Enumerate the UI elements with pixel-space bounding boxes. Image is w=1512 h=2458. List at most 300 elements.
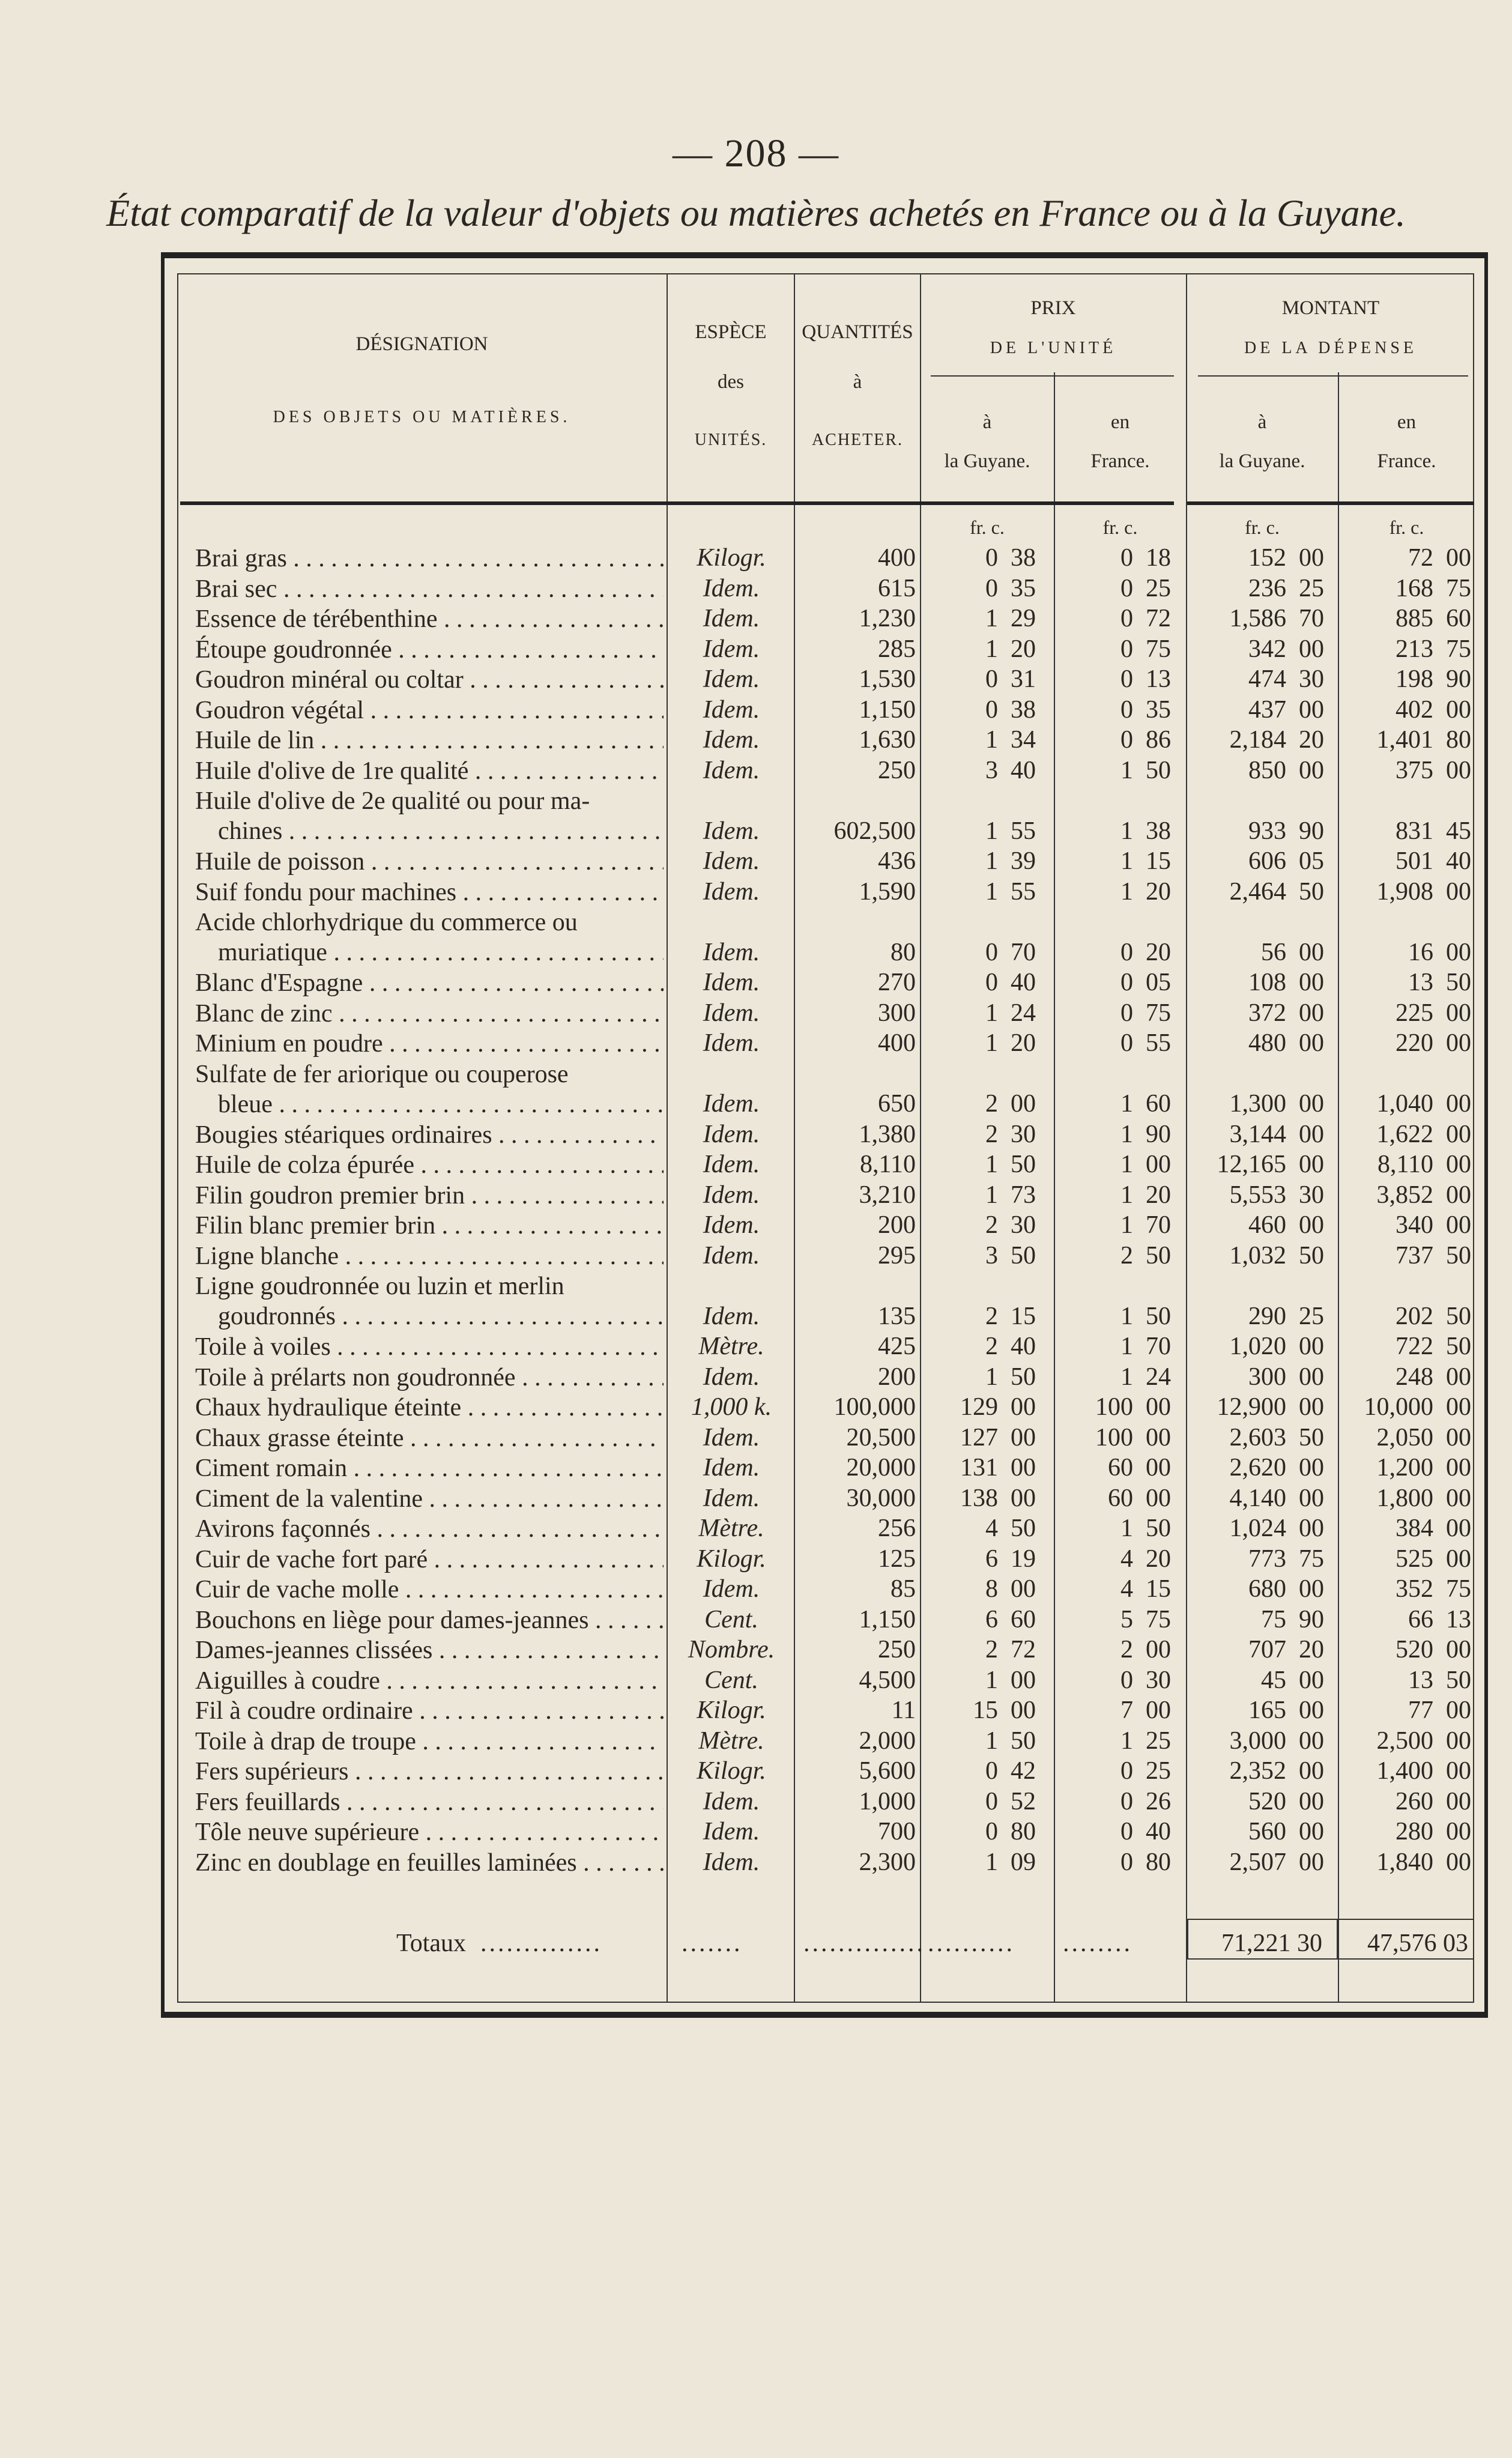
- row-designation: [195, 1393, 664, 1423]
- row-prix-france: 2 50: [1120, 1241, 1171, 1270]
- row-unit: Idem.: [703, 1423, 760, 1451]
- row-montant-guyane: 75 90: [1261, 1605, 1324, 1633]
- row-prix-guyane: 1 24: [985, 999, 1036, 1027]
- table-row: [0, 877, 1512, 908]
- totals-prix-guyane-dots: ..........: [928, 1930, 1015, 1957]
- table-row: [0, 1332, 1512, 1363]
- row-montant-guyane: 474 30: [1248, 665, 1324, 693]
- unit-label: fr. c.: [1389, 516, 1424, 538]
- row-prix-france: 0 75: [1120, 999, 1171, 1027]
- row-montant-guyane: 342 00: [1248, 635, 1324, 663]
- row-quantity: 85: [891, 1575, 916, 1603]
- row-prix-guyane: 1 39: [985, 847, 1036, 875]
- row-prix-guyane: 6 19: [985, 1545, 1036, 1573]
- row-designation: [195, 786, 664, 846]
- row-montant-guyane: 5,553 30: [1229, 1181, 1324, 1209]
- header-montant-sub: DE LA DÉPENSE: [1244, 339, 1417, 357]
- row-montant-guyane: 4,140 00: [1229, 1484, 1324, 1512]
- row-unit: Idem.: [703, 695, 760, 724]
- table-row: [0, 1575, 1512, 1605]
- row-quantity: 400: [878, 544, 916, 572]
- header-rule: [931, 375, 1174, 377]
- row-prix-guyane: 131 00: [960, 1454, 1036, 1482]
- row-prix-guyane: 0 38: [985, 544, 1036, 572]
- row-montant-france: 501 40: [1396, 847, 1471, 875]
- table-row: [0, 756, 1512, 787]
- table-row: [0, 1393, 1512, 1423]
- row-montant-france: 202 50: [1396, 1302, 1471, 1330]
- designation-text: Blanc de zinc . . .: [195, 999, 664, 1029]
- table-row: [0, 1423, 1512, 1454]
- row-quantity: 100,000: [833, 1393, 916, 1421]
- row-designation: [195, 665, 664, 695]
- row-prix-france: 0 86: [1120, 726, 1171, 754]
- row-unit: Idem.: [703, 1363, 760, 1391]
- designation-text: Toile à drap de troupe . . .: [195, 1727, 664, 1757]
- totals-label: Totaux: [396, 1930, 467, 1957]
- row-quantity: 200: [878, 1211, 916, 1239]
- header-prix-en: en: [1110, 411, 1130, 433]
- row-unit: Idem.: [703, 1151, 760, 1178]
- row-prix-france: 1 70: [1120, 1333, 1171, 1360]
- row-designation: [195, 1727, 664, 1757]
- row-prix-guyane: 1 73: [985, 1181, 1036, 1209]
- row-montant-france: 525 00: [1396, 1545, 1471, 1573]
- designation-text: Minium en poudre . . .: [195, 1029, 664, 1059]
- designation-text: Chaux hydraulique éteinte . . .: [195, 1393, 664, 1423]
- row-montant-guyane: 2,352 00: [1229, 1757, 1324, 1785]
- row-prix-france: 1 50: [1120, 1302, 1171, 1330]
- row-quantity: 295: [878, 1241, 916, 1270]
- row-montant-guyane: 56 00: [1261, 938, 1324, 966]
- row-montant-guyane: 12,165 00: [1217, 1151, 1324, 1178]
- row-prix-france: 0 75: [1120, 635, 1171, 663]
- row-unit: Idem.: [703, 726, 760, 754]
- row-montant-france: 1,401 80: [1376, 726, 1471, 754]
- row-prix-france: 0 55: [1120, 1029, 1171, 1057]
- row-montant-france: 402 00: [1396, 695, 1471, 724]
- row-quantity: 1,590: [859, 877, 916, 906]
- row-prix-france: 0 72: [1120, 605, 1171, 632]
- designation-text: Dames-jeannes clissées . . .: [195, 1635, 664, 1665]
- designation-text: Ciment romain . . .: [195, 1453, 664, 1483]
- totals-leader: ..............: [480, 1930, 602, 1957]
- row-unit: Idem.: [703, 999, 760, 1027]
- row-montant-guyane: 12,900 00: [1217, 1393, 1324, 1421]
- row-designation: [195, 1757, 664, 1787]
- row-montant-guyane: 680 00: [1248, 1575, 1324, 1603]
- row-montant-guyane: 300 00: [1248, 1363, 1324, 1391]
- table-row: [0, 847, 1512, 877]
- row-prix-france: 1 38: [1120, 817, 1171, 845]
- row-prix-guyane: 129 00: [960, 1393, 1036, 1421]
- header-montant: MONTANT: [1281, 297, 1380, 319]
- row-prix-france: 1 15: [1120, 847, 1171, 875]
- header-prix-sub: DE L'UNITÉ: [990, 339, 1117, 357]
- row-unit: Kilogr.: [697, 1757, 766, 1785]
- row-montant-guyane: 2,464 50: [1229, 877, 1324, 906]
- row-unit: 1,000 k.: [691, 1393, 772, 1421]
- row-prix-france: 0 80: [1120, 1848, 1171, 1876]
- row-montant-france: 1,400 00: [1376, 1757, 1471, 1785]
- row-designation: [195, 1332, 664, 1362]
- table-row: [0, 1029, 1512, 1059]
- row-montant-guyane: 372 00: [1248, 999, 1324, 1027]
- row-designation: [195, 1514, 664, 1544]
- row-montant-guyane: 152 00: [1248, 544, 1324, 572]
- row-prix-france: 1 60: [1120, 1090, 1171, 1118]
- row-montant-guyane: 2,507 00: [1229, 1848, 1324, 1876]
- row-montant-france: 13 50: [1408, 969, 1471, 996]
- row-montant-france: 352 75: [1396, 1575, 1471, 1603]
- row-quantity: 256: [878, 1515, 916, 1542]
- row-montant-guyane: 437 00: [1248, 695, 1324, 724]
- row-prix-france: 0 25: [1120, 1757, 1171, 1785]
- header-prix-france: France.: [1090, 450, 1150, 472]
- row-designation: [195, 968, 664, 998]
- header-rule: [1198, 375, 1468, 377]
- table-row: [0, 1817, 1512, 1848]
- row-designation: [195, 1150, 664, 1180]
- row-montant-france: 213 75: [1396, 635, 1471, 663]
- designation-text: Ligne goudronnée ou luzin et merlin: [195, 1273, 564, 1300]
- row-prix-guyane: 4 50: [985, 1515, 1036, 1542]
- designation-text: Sulfate de fer ariorique ou couperose: [195, 1060, 569, 1088]
- designation-text: Zinc en doublage en feuilles laminées . . .: [195, 1848, 664, 1878]
- table-row: [0, 1059, 1512, 1120]
- row-montant-france: 1,622 00: [1376, 1120, 1471, 1148]
- row-designation: [195, 1575, 664, 1605]
- row-designation: [195, 999, 664, 1029]
- row-prix-france: 0 13: [1120, 665, 1171, 693]
- row-prix-france: 1 00: [1120, 1151, 1171, 1178]
- row-prix-guyane: 0 70: [985, 938, 1036, 966]
- table-row: [0, 1757, 1512, 1787]
- totals-montant-france: 47,576 03: [1367, 1930, 1468, 1957]
- table-row: [0, 786, 1512, 847]
- row-montant-france: 220 00: [1396, 1029, 1471, 1057]
- row-prix-guyane: 1 50: [985, 1727, 1036, 1755]
- row-quantity: 80: [891, 938, 916, 966]
- row-designation: [195, 695, 664, 725]
- table-row: [0, 1635, 1512, 1666]
- row-quantity: 250: [878, 756, 916, 784]
- row-montant-guyane: 1,300 00: [1229, 1090, 1324, 1118]
- table-row: [0, 1787, 1512, 1818]
- designation-text: muriatique . . .: [195, 937, 664, 967]
- row-unit: Idem.: [703, 877, 760, 906]
- row-quantity: 1,530: [859, 665, 916, 693]
- row-prix-france: 1 20: [1120, 1181, 1171, 1209]
- table-row: [0, 907, 1512, 968]
- row-unit: Idem.: [703, 1211, 760, 1239]
- row-prix-france: 0 05: [1120, 969, 1171, 996]
- designation-text: Fers supérieurs . . .: [195, 1757, 664, 1787]
- row-designation: [195, 1120, 664, 1150]
- row-montant-france: 1,200 00: [1376, 1454, 1471, 1482]
- row-montant-france: 8,110 00: [1377, 1151, 1471, 1178]
- designation-text: Chaux grasse éteinte . . .: [195, 1423, 664, 1453]
- unit-label: fr. c.: [970, 516, 1005, 538]
- row-quantity: 5,600: [859, 1757, 916, 1785]
- row-montant-france: 16 00: [1408, 938, 1471, 966]
- table-row: [0, 1696, 1512, 1727]
- header-quantites-a: à: [853, 371, 862, 393]
- row-designation: [195, 1545, 664, 1575]
- table-row: [0, 574, 1512, 605]
- row-designation: [195, 574, 664, 604]
- row-designation: [195, 604, 664, 634]
- table-row: [0, 1150, 1512, 1181]
- row-montant-france: 77 00: [1408, 1697, 1471, 1724]
- designation-text: Brai sec . . .: [195, 574, 664, 604]
- row-prix-france: 0 25: [1120, 574, 1171, 602]
- header-prix: PRIX: [1030, 297, 1076, 319]
- row-montant-guyane: 460 00: [1248, 1211, 1324, 1239]
- row-montant-france: 1,040 00: [1376, 1090, 1471, 1118]
- row-montant-guyane: 108 00: [1248, 969, 1324, 996]
- row-prix-guyane: 2 72: [985, 1636, 1036, 1663]
- row-prix-france: 0 20: [1120, 938, 1171, 966]
- row-designation: [195, 1241, 664, 1271]
- row-prix-france: 2 00: [1120, 1636, 1171, 1663]
- row-prix-guyane: 2 00: [985, 1090, 1036, 1118]
- row-unit: Kilogr.: [697, 544, 766, 572]
- row-designation: [195, 1423, 664, 1453]
- row-prix-guyane: 2 30: [985, 1120, 1036, 1148]
- row-prix-france: 0 40: [1120, 1818, 1171, 1845]
- row-quantity: 11: [891, 1697, 916, 1724]
- row-montant-guyane: 707 20: [1248, 1636, 1324, 1663]
- row-designation: [195, 907, 664, 967]
- designation-text: goudronnés . . .: [195, 1301, 664, 1331]
- row-quantity: 1,000: [859, 1787, 916, 1815]
- row-designation: [195, 1363, 664, 1393]
- row-designation: [195, 847, 664, 877]
- row-quantity: 270: [878, 969, 916, 996]
- row-quantity: 425: [878, 1333, 916, 1360]
- row-prix-france: 60 00: [1108, 1484, 1171, 1512]
- row-montant-guyane: 606 05: [1248, 847, 1324, 875]
- row-unit: Idem.: [703, 574, 760, 602]
- row-prix-guyane: 15 00: [973, 1697, 1036, 1724]
- designation-text: Blanc d'Espagne . . .: [195, 968, 664, 998]
- row-designation: [195, 1453, 664, 1483]
- totals-montant-guyane: 71,221 30: [1221, 1930, 1322, 1957]
- table-row: [0, 1363, 1512, 1393]
- row-montant-guyane: 1,020 00: [1229, 1333, 1324, 1360]
- row-designation: [195, 1635, 664, 1665]
- row-unit: Idem.: [703, 969, 760, 996]
- header-underline: [1187, 501, 1474, 505]
- row-montant-france: 280 00: [1396, 1818, 1471, 1845]
- designation-text: Essence de térébenthine . . .: [195, 604, 664, 634]
- row-unit: Idem.: [703, 1120, 760, 1148]
- row-prix-france: 1 20: [1120, 877, 1171, 906]
- row-unit: Idem.: [703, 1029, 760, 1057]
- row-prix-guyane: 2 30: [985, 1211, 1036, 1239]
- designation-text: Bouchons en liège pour dames-jeannes . . .: [195, 1605, 664, 1635]
- row-montant-guyane: 2,603 50: [1229, 1423, 1324, 1451]
- row-unit: Idem.: [703, 817, 760, 845]
- table-row: [0, 1484, 1512, 1515]
- row-prix-guyane: 138 00: [960, 1484, 1036, 1512]
- table-row: [0, 1848, 1512, 1878]
- row-unit: Kilogr.: [697, 1697, 766, 1724]
- designation-text: Filin blanc premier brin . . .: [195, 1211, 664, 1241]
- designation-text: Huile de lin . . .: [195, 725, 664, 755]
- row-quantity: 20,000: [846, 1454, 916, 1482]
- page-title: État comparatif de la valeur d'objets ou matières achetés en France ou à la Guyane.: [106, 192, 1406, 234]
- row-montant-guyane: 45 00: [1261, 1666, 1324, 1694]
- row-montant-guyane: 3,000 00: [1229, 1727, 1324, 1755]
- row-prix-guyane: 1 55: [985, 877, 1036, 906]
- row-prix-guyane: 0 40: [985, 969, 1036, 996]
- row-quantity: 1,150: [859, 695, 916, 724]
- row-prix-guyane: 2 40: [985, 1333, 1036, 1360]
- row-prix-guyane: 1 50: [985, 1151, 1036, 1178]
- row-prix-guyane: 1 34: [985, 726, 1036, 754]
- designation-text: Filin goudron premier brin . . .: [195, 1181, 664, 1211]
- table-row: [0, 1727, 1512, 1757]
- row-prix-france: 1 25: [1120, 1727, 1171, 1755]
- row-unit: Idem.: [703, 1787, 760, 1815]
- row-quantity: 4,500: [859, 1666, 916, 1694]
- row-prix-guyane: 1 00: [985, 1666, 1036, 1694]
- row-montant-guyane: 2,620 00: [1229, 1454, 1324, 1482]
- header-designation: DÉSIGNATION: [355, 333, 488, 355]
- row-quantity: 602,500: [833, 817, 916, 845]
- designation-text: Goudron végétal . . .: [195, 695, 664, 725]
- row-quantity: 436: [878, 847, 916, 875]
- row-montant-france: 13 50: [1408, 1666, 1471, 1694]
- designation-text: Goudron minéral ou coltar . . .: [195, 665, 664, 695]
- row-unit: Idem.: [703, 1848, 760, 1876]
- table-row: [0, 695, 1512, 726]
- row-montant-france: 1,840 00: [1376, 1848, 1471, 1876]
- row-quantity: 250: [878, 1636, 916, 1663]
- designation-text: Huile d'olive de 1re qualité . . .: [195, 756, 664, 786]
- row-unit: Idem.: [703, 1818, 760, 1845]
- designation-text: Bougies stéariques ordinaires . . .: [195, 1120, 664, 1150]
- designation-text: Ciment de la valentine . . .: [195, 1484, 664, 1514]
- row-montant-france: 340 00: [1396, 1211, 1471, 1239]
- row-montant-france: 1,800 00: [1376, 1484, 1471, 1512]
- row-designation: [195, 1848, 664, 1878]
- row-montant-france: 384 00: [1396, 1515, 1471, 1542]
- row-prix-france: 1 70: [1120, 1211, 1171, 1239]
- row-designation: [195, 877, 664, 907]
- table-row: [0, 1181, 1512, 1211]
- row-prix-guyane: 1 20: [985, 1029, 1036, 1057]
- row-quantity: 400: [878, 1029, 916, 1057]
- row-unit: Idem.: [703, 665, 760, 693]
- row-quantity: 30,000: [846, 1484, 916, 1512]
- row-montant-france: 1,908 00: [1376, 877, 1471, 906]
- row-quantity: 200: [878, 1363, 916, 1391]
- designation-text: Huile d'olive de 2e qualité ou pour ma-: [195, 787, 590, 815]
- designation-text: Fil à coudre ordinaire . . .: [195, 1696, 664, 1726]
- row-designation: [195, 635, 664, 665]
- designation-text: Toile à prélarts non goudronnée . . .: [195, 1363, 664, 1393]
- row-unit: Idem.: [703, 1575, 760, 1603]
- table-row: [0, 543, 1512, 574]
- row-quantity: 20,500: [846, 1423, 916, 1451]
- header-designation-sub: DES OBJETS OU MATIÈRES.: [273, 408, 571, 426]
- row-montant-guyane: 933 90: [1248, 817, 1324, 845]
- table-row: [0, 604, 1512, 635]
- designation-text: Huile de colza épurée . . .: [195, 1150, 664, 1180]
- row-prix-guyane: 0 42: [985, 1757, 1036, 1785]
- table-row: [0, 1241, 1512, 1272]
- row-unit: Idem.: [703, 1302, 760, 1330]
- row-quantity: 1,630: [859, 726, 916, 754]
- totals-qty-dots: ..............: [803, 1930, 925, 1957]
- row-montant-guyane: 480 00: [1248, 1029, 1324, 1057]
- row-prix-guyane: 2 15: [985, 1302, 1036, 1330]
- row-quantity: 2,300: [859, 1848, 916, 1876]
- designation-text: Tôle neuve supérieure . . .: [195, 1817, 664, 1847]
- designation-text: chines . . .: [195, 816, 664, 846]
- row-designation: [195, 1211, 664, 1241]
- table-row: [0, 1211, 1512, 1241]
- row-montant-guyane: 850 00: [1248, 756, 1324, 784]
- row-quantity: 135: [878, 1302, 916, 1330]
- row-prix-guyane: 6 60: [985, 1605, 1036, 1633]
- row-quantity: 300: [878, 999, 916, 1027]
- row-montant-france: 885 60: [1396, 605, 1471, 632]
- row-unit: Mètre.: [698, 1333, 764, 1360]
- row-quantity: 1,380: [859, 1120, 916, 1148]
- row-montant-france: 225 00: [1396, 999, 1471, 1027]
- row-designation: [195, 1181, 664, 1211]
- row-quantity: 125: [878, 1545, 916, 1573]
- row-montant-guyane: 2,184 20: [1229, 726, 1324, 754]
- unit-label: fr. c.: [1245, 516, 1280, 538]
- row-designation: [195, 1484, 664, 1514]
- row-prix-guyane: 0 52: [985, 1787, 1036, 1815]
- row-montant-guyane: 290 25: [1248, 1302, 1324, 1330]
- row-designation: [195, 1029, 664, 1059]
- row-designation: [195, 1271, 664, 1331]
- designation-text: Ligne blanche . . .: [195, 1241, 664, 1271]
- header-prix-guyane: la Guyane.: [944, 450, 1030, 472]
- row-montant-france: 831 45: [1396, 817, 1471, 845]
- designation-text: Cuir de vache fort paré . . .: [195, 1545, 664, 1575]
- row-montant-france: 72 00: [1408, 544, 1471, 572]
- designation-text: Étoupe goudronnée . . .: [195, 635, 664, 665]
- row-unit: Idem.: [703, 1241, 760, 1270]
- row-unit: Idem.: [703, 635, 760, 663]
- row-prix-guyane: 0 38: [985, 695, 1036, 724]
- row-unit: Cent.: [704, 1605, 758, 1633]
- table-row: [0, 725, 1512, 756]
- row-montant-guyane: 1,024 00: [1229, 1515, 1324, 1542]
- row-prix-france: 4 15: [1120, 1575, 1171, 1603]
- designation-text: Brai gras . . .: [195, 543, 664, 574]
- row-quantity: 650: [878, 1090, 916, 1118]
- row-prix-france: 0 30: [1120, 1666, 1171, 1694]
- designation-text: Fers feuillards . . .: [195, 1787, 664, 1817]
- row-prix-guyane: 8 00: [985, 1575, 1036, 1603]
- row-unit: Cent.: [704, 1666, 758, 1694]
- designation-text: Acide chlorhydrique du commerce ou: [195, 909, 578, 936]
- row-unit: Idem.: [703, 605, 760, 632]
- row-montant-france: 66 13: [1408, 1605, 1471, 1633]
- row-montant-guyane: 1,032 50: [1229, 1241, 1324, 1270]
- row-prix-france: 1 50: [1120, 1515, 1171, 1542]
- row-prix-france: 100 00: [1095, 1423, 1171, 1451]
